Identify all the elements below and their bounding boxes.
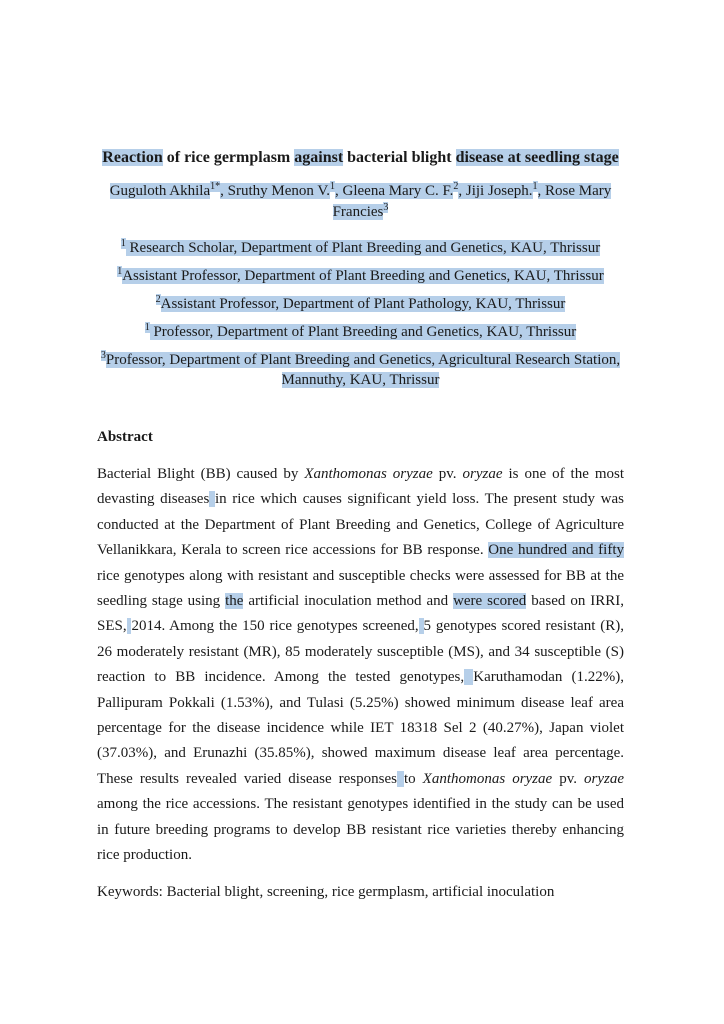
affiliation-4 <box>97 322 624 342</box>
highlighted-text-run: 2 <box>155 294 161 305</box>
text-run: pv. <box>552 770 584 787</box>
highlighted-text-run: Assistant Professor, Department of Plant Breeding and Genetics, KAU, Thrissur <box>122 268 604 284</box>
text-run: to <box>403 770 423 787</box>
abstract-heading: Abstract <box>97 429 153 445</box>
text-run: bacterial blight <box>343 149 456 166</box>
highlighted-text-run: were scored <box>453 593 527 610</box>
italic-text-run: oryzae <box>584 770 624 787</box>
italic-text-run: oryzae <box>462 466 503 482</box>
text-run: 2014. Among the 150 rice genotypes screened, <box>131 618 419 635</box>
affiliation-5 <box>97 350 624 390</box>
affiliation-2 <box>97 266 624 286</box>
text-run: based on IRRI, SES, <box>97 593 625 635</box>
affiliation-1 <box>97 238 624 258</box>
abstract-paragraph <box>97 462 624 869</box>
highlighted-text-run: One hundred and fifty <box>488 542 624 559</box>
text-run: 5 genotypes scored resistant (R), 26 moderately resistant (MR), 85 moderately susceptible (MS), and 34 susceptible (S) reaction to BB incidence. Among the tested genotypes, <box>97 618 625 686</box>
affiliation-3 <box>97 294 624 314</box>
highlighted-text-run: against <box>294 149 344 166</box>
highlighted-text-run: , Jiji Joseph. <box>458 183 533 199</box>
highlighted-text-run: Guguloth Akhila <box>109 183 211 199</box>
authors-line <box>97 181 624 223</box>
highlighted-text-run <box>397 771 404 787</box>
text-run: is one of the most devasting diseases <box>97 466 625 508</box>
keywords-line: Keywords: Bacterial blight, screening, rice germplasm, artificial inoculation <box>97 883 555 900</box>
text-run: Karuthamodan (1.22%), Pallipuram Pokkali (1.53%), and Tulasi (5.25%) showed minimum disease leaf area percentage for the disease incidence while IET 18318 Sel 2 (40.27%), Japan violet (37.03%), and Erunazhi (35.85%), showed maximum disease leaf area percentage. These results revealed varied disease responses <box>97 669 624 787</box>
text-run: rice genotypes along with resistant and susceptible checks were assessed for BB at the seedling stage using <box>97 567 624 610</box>
highlighted-text-run: the <box>225 593 244 610</box>
highlighted-text-run: disease at seedling stage <box>455 149 619 166</box>
highlighted-text-run: 1* <box>210 181 221 192</box>
highlighted-text-run: Professor, Department of Plant Breeding and Genetics, Agricultural Research Station, Mannuthy, KAU, Thrissur <box>105 352 621 388</box>
highlighted-text-run: 3 <box>383 202 389 213</box>
italic-text-run: Xanthomonas oryzae <box>422 770 553 787</box>
highlighted-text-run <box>464 669 473 685</box>
highlighted-text-run: 1 <box>120 238 126 249</box>
highlighted-text-run: Professor, Department of Plant Breeding and Genetics, KAU, Thrissur <box>149 324 577 340</box>
text-run: of rice germplasm <box>162 149 295 166</box>
highlighted-text-run: Assistant Professor, Department of Plant Pathology, KAU, Thrissur <box>160 296 566 312</box>
text-run: among the rice accessions. The resistant genotypes identified in the study can be used in future breeding programs to develop BB resistant rice varieties thereby enhancing rice production. <box>97 796 624 864</box>
highlighted-text-run: Research Scholar, Department of Plant Breeding and Genetics, KAU, Thrissur <box>125 240 601 256</box>
highlighted-text-run: , Gleena Mary C. F. <box>335 183 454 199</box>
highlighted-text-run: 1 <box>532 181 538 192</box>
text-run: in rice which causes significant yield loss. The present study was conducted at the Department of Plant Breeding and Genetics, College of Agriculture Vellanikkara, Kerala to screen rice accessions for BB response. <box>97 491 625 559</box>
highlighted-text-run: 1 <box>330 181 335 192</box>
highlighted-text-run: 3 <box>100 350 106 361</box>
text-run: Bacterial Blight (BB) caused by <box>97 466 305 482</box>
text-run: pv. <box>432 466 463 482</box>
highlighted-text-run: 1 <box>144 322 150 333</box>
highlighted-text-run: , Rose Mary Francies <box>332 183 612 220</box>
highlighted-text-run: 1 <box>117 266 123 277</box>
highlighted-text-run: , Sruthy Menon V. <box>220 183 330 199</box>
paper-title <box>97 147 624 169</box>
text-run: artificial inoculation method and <box>243 593 454 610</box>
highlighted-text-run: Reaction <box>102 149 163 166</box>
highlighted-text-run: 2 <box>453 181 459 192</box>
italic-text-run: Xanthomonas oryzae <box>304 466 433 482</box>
